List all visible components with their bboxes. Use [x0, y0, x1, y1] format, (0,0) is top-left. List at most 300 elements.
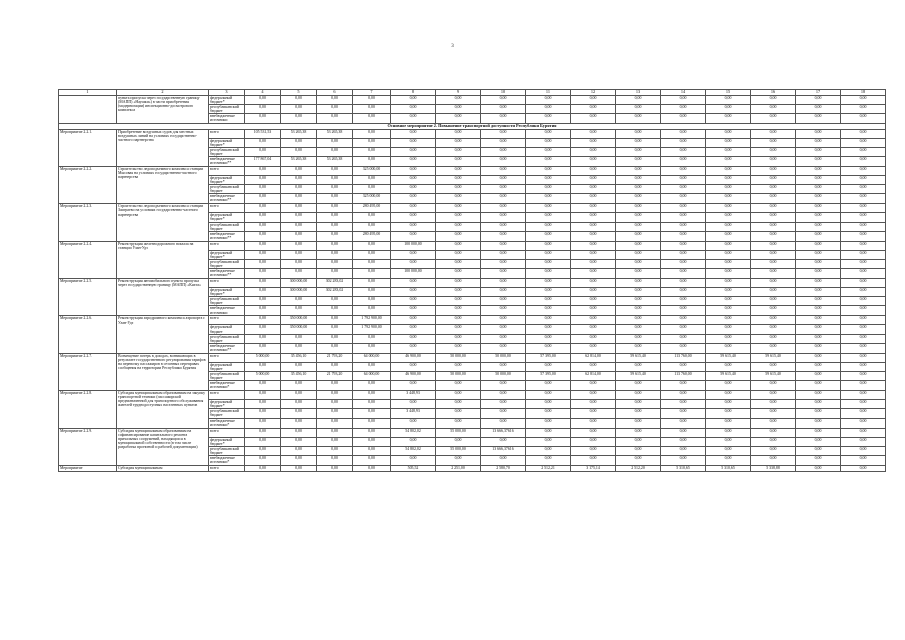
amount-cell: 1 792 900,00: [353, 325, 391, 334]
amount-cell: 0,00: [661, 400, 706, 409]
measure-code: Мероприятие 2.2.9.: [59, 428, 117, 465]
amount-cell: 0,00: [353, 175, 391, 184]
amount-cell: 0,00: [571, 138, 616, 147]
amount-cell: 3 175,14: [571, 465, 616, 471]
amount-cell: 0,00: [353, 391, 391, 400]
amount-cell: 0,00: [526, 446, 571, 455]
amount-cell: 0,00: [436, 259, 481, 268]
amount-cell: 0,00: [751, 279, 796, 288]
amount-cell: 0,00: [841, 297, 886, 306]
amount-cell: 0,00: [841, 194, 886, 204]
amount-cell: 0,00: [706, 138, 751, 147]
amount-cell: 0,00: [481, 334, 526, 343]
amount-cell: 0,00: [317, 316, 353, 325]
amount-cell: 0,00: [317, 222, 353, 231]
amount-cell: 0,00: [616, 241, 661, 250]
amount-cell: 0,00: [571, 437, 616, 446]
funding-source: внебюджетные источники*: [209, 381, 245, 391]
amount-cell: 0,00: [481, 194, 526, 204]
amount-cell: 0,00: [436, 105, 481, 114]
amount-cell: 0,00: [706, 400, 751, 409]
column-number-header: 9: [436, 90, 481, 96]
amount-cell: 0,00: [751, 147, 796, 156]
amount-cell: 0,00: [436, 334, 481, 343]
funding-source: всего: [209, 465, 245, 471]
measure-name: Реконструкция аэродромного комплекса аэропорта г. Улан-Удэ: [117, 316, 209, 353]
amount-cell: 0,00: [751, 213, 796, 222]
amount-cell: 0,00: [796, 250, 841, 259]
amount-cell: 0,00: [751, 391, 796, 400]
amount-cell: 0,00: [706, 446, 751, 455]
amount-cell: 59 615,40: [616, 353, 661, 362]
measure-name: Субсидия муниципальным образованиям на софинансирование капитального ремонта причальных сооружений, находящихся в муниципальной собственности (в том числе разработка проектной и рабочей документации): [117, 428, 209, 465]
amount-cell: 0,00: [281, 231, 317, 241]
amount-cell: 0,00: [706, 437, 751, 446]
amount-cell: 0,00: [571, 343, 616, 353]
amount-cell: 0,00: [616, 288, 661, 297]
amount-cell: 0,00: [436, 362, 481, 371]
amount-cell: 0,00: [571, 259, 616, 268]
measure-name: Реконструкция железнодорожного вокзала на станции Улан-Удэ: [117, 241, 209, 278]
amount-cell: 0,00: [481, 418, 526, 428]
column-number-header: 17: [796, 90, 841, 96]
amount-cell: 0,00: [245, 297, 281, 306]
amount-cell: 0,00: [751, 343, 796, 353]
amount-cell: 0,00: [706, 185, 751, 194]
measure-name: Строительство ледоподъемного комплекса станции Мысовая на условиях государственно-частного партнерства: [117, 166, 209, 203]
column-number-header: 5: [281, 90, 317, 96]
amount-cell: 0,00: [481, 213, 526, 222]
amount-cell: 55 000,00: [436, 446, 481, 455]
amount-cell: 0,00: [706, 222, 751, 231]
measure-name: Субсидия муниципальным: [117, 465, 209, 471]
amount-cell: 0,00: [796, 166, 841, 175]
amount-cell: 0,00: [751, 156, 796, 166]
amount-cell: 0,00: [245, 147, 281, 156]
amount-cell: 0,00: [841, 465, 886, 471]
amount-cell: 0,00: [317, 455, 353, 465]
amount-cell: 0,00: [353, 288, 391, 297]
amount-cell: 0,00: [571, 105, 616, 114]
amount-cell: 0,00: [281, 105, 317, 114]
amount-cell: 505,52: [391, 465, 436, 471]
amount-cell: 0,00: [281, 334, 317, 343]
amount-cell: 53 265,38: [317, 156, 353, 166]
funding-source: федеральный бюджет*: [209, 437, 245, 446]
amount-cell: 0,00: [391, 306, 436, 316]
amount-cell: 0,00: [796, 213, 841, 222]
amount-cell: 0,00: [571, 114, 616, 123]
amount-cell: 0,00: [706, 105, 751, 114]
amount-cell: 0,00: [616, 279, 661, 288]
amount-cell: 0,00: [526, 259, 571, 268]
amount-cell: 0,00: [245, 231, 281, 241]
amount-cell: 0,00: [481, 343, 526, 353]
amount-cell: 0,00: [751, 446, 796, 455]
amount-cell: 0,00: [353, 437, 391, 446]
amount-cell: 0,00: [245, 114, 281, 123]
amount-cell: 54 802,02: [391, 428, 436, 437]
amount-cell: 0,00: [436, 96, 481, 105]
amount-cell: 0,00: [481, 400, 526, 409]
amount-cell: 35 456,10: [281, 372, 317, 381]
amount-cell: 0,00: [571, 147, 616, 156]
measure-code: Мероприятие: [59, 465, 117, 471]
amount-cell: 0,00: [571, 391, 616, 400]
amount-cell: 0,00: [245, 269, 281, 279]
amount-cell: 0,00: [661, 269, 706, 279]
amount-cell: 0,00: [245, 325, 281, 334]
funding-source: республиканский бюджет: [209, 334, 245, 343]
amount-cell: 0,00: [571, 409, 616, 418]
amount-cell: 0,00: [281, 437, 317, 446]
amount-cell: 0,00: [841, 418, 886, 428]
amount-cell: 0,00: [616, 446, 661, 455]
amount-cell: 0,00: [841, 129, 886, 138]
amount-cell: 0,00: [281, 297, 317, 306]
amount-cell: 0,00: [317, 437, 353, 446]
amount-cell: 0,00: [317, 297, 353, 306]
amount-cell: 0,00: [436, 204, 481, 213]
amount-cell: 0,00: [751, 306, 796, 316]
funding-source: федеральный бюджет*: [209, 400, 245, 409]
amount-cell: 0,00: [245, 446, 281, 455]
amount-cell: 0,00: [841, 185, 886, 194]
amount-cell: 0,00: [245, 194, 281, 204]
amount-cell: 0,00: [616, 105, 661, 114]
amount-cell: 0,00: [436, 222, 481, 231]
amount-cell: 0,00: [706, 194, 751, 204]
amount-cell: 0,00: [281, 185, 317, 194]
funding-source: федеральный бюджет*: [209, 250, 245, 259]
measure-code: Мероприятие 2.2.8.: [59, 391, 117, 428]
amount-cell: 0,00: [481, 316, 526, 325]
amount-cell: 0,00: [526, 391, 571, 400]
amount-cell: 0,00: [245, 166, 281, 175]
amount-cell: 0,00: [391, 343, 436, 353]
amount-cell: 0,00: [526, 269, 571, 279]
amount-cell: 0,00: [841, 325, 886, 334]
amount-cell: 0,00: [751, 325, 796, 334]
amount-cell: 0,00: [796, 455, 841, 465]
amount-cell: 0,00: [571, 129, 616, 138]
amount-cell: 0,00: [391, 288, 436, 297]
amount-cell: 0,00: [526, 166, 571, 175]
column-number-header: 16: [751, 90, 796, 96]
amount-cell: 0,00: [616, 316, 661, 325]
amount-cell: 0,00: [317, 259, 353, 268]
amount-cell: 0,00: [353, 297, 391, 306]
amount-cell: 0,00: [281, 166, 317, 175]
amount-cell: 0,00: [796, 129, 841, 138]
amount-cell: 0,00: [436, 288, 481, 297]
amount-cell: 0,00: [616, 325, 661, 334]
amount-cell: 0,00: [796, 446, 841, 455]
amount-cell: 0,00: [245, 204, 281, 213]
amount-cell: 0,00: [317, 465, 353, 471]
amount-cell: 0,00: [481, 306, 526, 316]
amount-cell: 0,00: [281, 428, 317, 437]
measure-code: Мероприятие 2.2.6.: [59, 316, 117, 353]
amount-cell: 0,00: [661, 213, 706, 222]
amount-cell: 0,00: [436, 129, 481, 138]
amount-cell: 0,00: [841, 428, 886, 437]
amount-cell: 0,00: [751, 409, 796, 418]
amount-cell: 0,00: [526, 204, 571, 213]
amount-cell: 64 000,00: [353, 372, 391, 381]
amount-cell: 0,00: [571, 418, 616, 428]
amount-cell: 0,00: [281, 306, 317, 316]
amount-cell: 0,00: [706, 213, 751, 222]
amount-cell: 0,00: [353, 269, 391, 279]
amount-cell: 0,00: [706, 306, 751, 316]
amount-cell: 0,00: [391, 194, 436, 204]
amount-cell: 0,00: [281, 138, 317, 147]
column-number-header: 8: [391, 90, 436, 96]
funding-source: республиканский бюджет: [209, 259, 245, 268]
amount-cell: 0,00: [616, 129, 661, 138]
amount-cell: 0,00: [481, 288, 526, 297]
amount-cell: 0,00: [436, 297, 481, 306]
amount-cell: 0,00: [841, 156, 886, 166]
amount-cell: 55 000,00: [436, 428, 481, 437]
amount-cell: 0,00: [353, 381, 391, 391]
amount-cell: 0,00: [571, 316, 616, 325]
amount-cell: 0,00: [317, 175, 353, 184]
amount-cell: 0,00: [706, 241, 751, 250]
amount-cell: 0,00: [841, 241, 886, 250]
amount-cell: 0,00: [317, 96, 353, 105]
amount-cell: 0,00: [751, 455, 796, 465]
amount-cell: 0,00: [616, 194, 661, 204]
amount-cell: 0,00: [751, 185, 796, 194]
amount-cell: 0,00: [391, 175, 436, 184]
amount-cell: 0,00: [661, 231, 706, 241]
amount-cell: 0,00: [391, 325, 436, 334]
funding-source: федеральный бюджет: [209, 362, 245, 371]
amount-cell: 0,00: [481, 231, 526, 241]
amount-cell: 0,00: [796, 231, 841, 241]
amount-cell: 0,00: [661, 455, 706, 465]
amount-cell: 0,00: [841, 343, 886, 353]
amount-cell: 0,00: [751, 334, 796, 343]
amount-cell: 46 900,00: [391, 353, 436, 362]
amount-cell: 0,00: [661, 288, 706, 297]
funding-source: республиканский бюджет: [209, 409, 245, 418]
amount-cell: 0,00: [841, 213, 886, 222]
amount-cell: 105 531,53: [245, 129, 281, 138]
amount-cell: 0,00: [661, 437, 706, 446]
amount-cell: 0,00: [751, 428, 796, 437]
amount-cell: 0,00: [661, 362, 706, 371]
amount-cell: 0,00: [796, 204, 841, 213]
amount-cell: 0,00: [281, 204, 317, 213]
amount-cell: 0,00: [281, 250, 317, 259]
amount-cell: 0,00: [796, 222, 841, 231]
amount-cell: 0,00: [661, 222, 706, 231]
amount-cell: 0,00: [616, 114, 661, 123]
amount-cell: 0,00: [571, 279, 616, 288]
amount-cell: 0,00: [481, 437, 526, 446]
amount-cell: 59 615,40: [751, 372, 796, 381]
amount-cell: 300 000,00: [281, 288, 317, 297]
amount-cell: 0,00: [436, 241, 481, 250]
amount-cell: 0,00: [706, 316, 751, 325]
amount-cell: 0,00: [751, 418, 796, 428]
amount-cell: 0,00: [391, 400, 436, 409]
amount-cell: 0,00: [571, 241, 616, 250]
amount-cell: 53 265,38: [317, 129, 353, 138]
amount-cell: 0,00: [391, 129, 436, 138]
amount-cell: 0,00: [661, 175, 706, 184]
amount-cell: 0,00: [245, 465, 281, 471]
amount-cell: 0,00: [526, 279, 571, 288]
amount-cell: 0,00: [281, 259, 317, 268]
budget-table: [58, 89, 886, 472]
amount-cell: 0,00: [481, 391, 526, 400]
amount-cell: 325 000,00: [353, 166, 391, 175]
measure-code: Мероприятие 2.2.1.: [59, 129, 117, 166]
table-row: [59, 353, 886, 362]
amount-cell: 0,00: [526, 288, 571, 297]
amount-cell: 62 814,00: [571, 372, 616, 381]
amount-cell: 0,00: [317, 185, 353, 194]
amount-cell: 0,00: [796, 400, 841, 409]
amount-cell: 0,00: [353, 114, 391, 123]
amount-cell: 0,00: [616, 362, 661, 371]
amount-cell: 0,00: [317, 409, 353, 418]
amount-cell: 0,00: [706, 204, 751, 213]
funding-source: федеральный бюджет: [209, 325, 245, 334]
amount-cell: 0,00: [841, 166, 886, 175]
amount-cell: 2 512,20: [616, 465, 661, 471]
measure-name: Субсидия муниципальным образованиям на закупку транспортной техники (пассажирской предназначенной для транспортного обслуживания жителей труднодоступных населенных пунктов: [117, 391, 209, 428]
amount-cell: 0,00: [796, 288, 841, 297]
amount-cell: 0,00: [706, 288, 751, 297]
amount-cell: 0,00: [661, 297, 706, 306]
amount-cell: 0,00: [245, 316, 281, 325]
amount-cell: 0,00: [436, 175, 481, 184]
amount-cell: 0,00: [526, 138, 571, 147]
amount-cell: 0,00: [245, 437, 281, 446]
amount-cell: 0,00: [436, 325, 481, 334]
amount-cell: 0,00: [317, 204, 353, 213]
amount-cell: 0,00: [526, 241, 571, 250]
measure-name: Строительство ледоподъемного комплекса станции Заиграево на условиях государственно-частного партнерства: [117, 204, 209, 241]
amount-cell: 0,00: [661, 241, 706, 250]
amount-cell: 0,00: [841, 147, 886, 156]
funding-source: внебюджетные источники**: [209, 231, 245, 241]
amount-cell: 0,00: [481, 138, 526, 147]
amount-cell: 0,00: [281, 446, 317, 455]
table-row: [59, 391, 886, 400]
amount-cell: 35 456,10: [281, 353, 317, 362]
amount-cell: 0,00: [436, 156, 481, 166]
amount-cell: 0,00: [841, 306, 886, 316]
amount-cell: 0,00: [317, 306, 353, 316]
amount-cell: 0,00: [796, 362, 841, 371]
amount-cell: 0,00: [317, 362, 353, 371]
amount-cell: 0,00: [353, 185, 391, 194]
column-number-header: 10: [481, 90, 526, 96]
amount-cell: 302 283,02: [317, 279, 353, 288]
amount-cell: 0,00: [526, 156, 571, 166]
table-row: [59, 465, 886, 471]
amount-cell: 0,00: [616, 400, 661, 409]
amount-cell: 100 000,00: [391, 269, 436, 279]
funding-source: внебюджетные источники: [209, 114, 245, 123]
amount-cell: 100 000,00: [391, 241, 436, 250]
table-row: [59, 166, 886, 175]
amount-cell: 21 793,20: [317, 353, 353, 362]
amount-cell: 59 615,40: [706, 372, 751, 381]
amount-cell: 50 000,00: [481, 372, 526, 381]
amount-cell: 0,00: [616, 437, 661, 446]
page-number: 3: [451, 44, 454, 49]
funding-source: федеральный бюджет*: [209, 175, 245, 184]
funding-source: федеральный бюджет*: [209, 288, 245, 297]
amount-cell: 0,00: [353, 409, 391, 418]
amount-cell: 0,00: [841, 391, 886, 400]
amount-cell: 0,00: [661, 185, 706, 194]
amount-cell: 0,00: [391, 114, 436, 123]
amount-cell: 0,00: [391, 279, 436, 288]
amount-cell: 0,00: [526, 175, 571, 184]
amount-cell: 0,00: [317, 446, 353, 455]
amount-cell: 0,00: [391, 231, 436, 241]
amount-cell: 0,00: [571, 325, 616, 334]
amount-cell: 0,00: [353, 306, 391, 316]
amount-cell: 0,00: [526, 428, 571, 437]
measure-code: Мероприятие 2.2.2.: [59, 166, 117, 203]
amount-cell: 0,00: [317, 325, 353, 334]
amount-cell: 0,00: [571, 231, 616, 241]
amount-cell: 0,00: [841, 259, 886, 268]
amount-cell: 0,00: [391, 213, 436, 222]
amount-cell: 0,00: [526, 105, 571, 114]
amount-cell: 0,00: [616, 409, 661, 418]
amount-cell: 0,00: [796, 409, 841, 418]
amount-cell: 302 283,02: [317, 288, 353, 297]
amount-cell: 0,00: [281, 96, 317, 105]
amount-cell: 0,00: [706, 362, 751, 371]
amount-cell: 0,00: [616, 213, 661, 222]
amount-cell: 0,00: [526, 250, 571, 259]
amount-cell: 0,00: [706, 147, 751, 156]
amount-cell: 0,00: [317, 166, 353, 175]
amount-cell: 0,00: [841, 105, 886, 114]
funding-source: всего: [209, 166, 245, 175]
amount-cell: 0,00: [661, 409, 706, 418]
amount-cell: 0,00: [526, 409, 571, 418]
measure-name: пункта пропуска через государственную границу (МАПП) «Наушки») в части приобретения (модернизации) инспекционно-досмотрового комплекса: [117, 96, 209, 124]
measure-name: Возмещение потерь в доходах, возникающих в результате государственного регулирования тарифов на перевозку пассажиров в сезонных переправах сообщения на территории Республики Бурятия: [117, 353, 209, 390]
amount-cell: 0,00: [571, 204, 616, 213]
amount-cell: 0,00: [616, 147, 661, 156]
amount-cell: 0,00: [245, 250, 281, 259]
amount-cell: 0,00: [751, 114, 796, 123]
amount-cell: 0,00: [353, 465, 391, 471]
amount-cell: 0,00: [436, 418, 481, 428]
amount-cell: 0,00: [841, 175, 886, 184]
funding-source: всего: [209, 391, 245, 400]
amount-cell: 0,00: [481, 362, 526, 371]
amount-cell: 0,00: [481, 96, 526, 105]
amount-cell: 0,00: [245, 288, 281, 297]
amount-cell: 0,00: [571, 222, 616, 231]
amount-cell: 0,00: [526, 194, 571, 204]
amount-cell: 113 760,00: [661, 353, 706, 362]
